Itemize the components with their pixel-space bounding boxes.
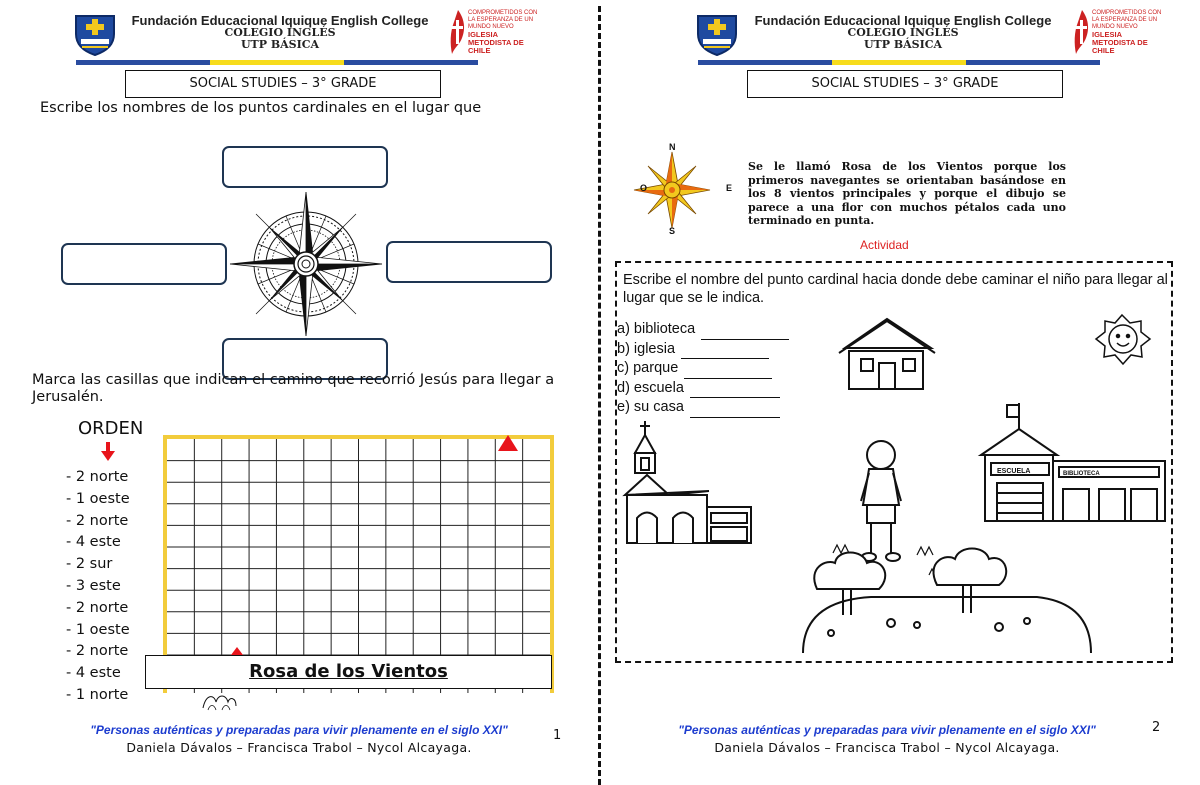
header-color-bar bbox=[76, 60, 478, 65]
page-number: 1 bbox=[553, 728, 562, 743]
orden-steps-list bbox=[66, 467, 130, 707]
compass-label-north: N bbox=[669, 142, 676, 152]
school-shield-logo bbox=[694, 12, 740, 56]
church-tagline: COMPROMETIDOS CON LA ESPERANZA DE UN MUNDO NUEVO bbox=[1092, 10, 1162, 30]
page-divider bbox=[598, 6, 601, 785]
church-logo bbox=[448, 8, 538, 58]
orden-step: - 1 norte bbox=[66, 686, 129, 703]
subject-title-box: SOCIAL STUDIES – 3° GRADE bbox=[125, 70, 441, 98]
orden-title: ORDEN bbox=[78, 418, 144, 439]
activity-instruction: Escribe el nombre del punto cardinal hacia donde debe caminar el niño para llegar al lugar que se le indica. bbox=[623, 272, 1168, 306]
answer-box-west[interactable] bbox=[61, 243, 227, 285]
header-color-bar bbox=[698, 60, 1100, 65]
house-drawing bbox=[839, 319, 935, 389]
boy-drawing bbox=[861, 441, 901, 561]
rosa-de-los-vientos-label: Rosa de los Vientos bbox=[145, 655, 552, 689]
page-number: 2 bbox=[1152, 720, 1161, 735]
compass-label-east: E bbox=[726, 183, 733, 193]
compass-label-south: S bbox=[669, 226, 676, 236]
activity-item-label: e) su casa bbox=[617, 399, 684, 415]
footer-quote: "Personas auténticas y preparadas para vivir plenamente en el siglo XXI" bbox=[678, 723, 1096, 737]
school-drawing bbox=[981, 403, 1165, 521]
school-name-block bbox=[125, 14, 435, 51]
sun-drawing bbox=[1096, 315, 1150, 364]
orden-step: - 2 norte bbox=[66, 469, 129, 485]
worksheet-page-2 bbox=[602, 0, 1200, 785]
church-tagline: COMPROMETIDOS CON LA ESPERANZA DE UN MUNDO NUEVO bbox=[468, 10, 538, 30]
church-name: IGLESIA METODISTA DE CHILE bbox=[468, 30, 524, 55]
activity-item-label: b) iglesia bbox=[617, 340, 676, 357]
actividad-title: Actividad bbox=[860, 238, 909, 252]
doodle-icon bbox=[200, 690, 240, 712]
activity-box bbox=[615, 261, 1173, 663]
church-logo bbox=[1072, 8, 1162, 58]
church-text bbox=[468, 10, 538, 55]
church-drawing bbox=[625, 421, 751, 543]
orden-step: - 4 este bbox=[66, 665, 121, 682]
footer-quote: "Personas auténticas y preparadas para vivir plenamente en el siglo XXI" bbox=[90, 723, 508, 737]
school-name-line3: UTP BÁSICA bbox=[240, 38, 320, 51]
footer-authors: Daniela Dávalos – Francisca Trabol – Nycol Alcayaga. bbox=[714, 740, 1060, 755]
sign-biblioteca: BIBLIOTECA bbox=[1063, 471, 1100, 477]
school-name-line1: Fundación Educacional Iquique English College bbox=[131, 13, 429, 28]
instruction-cardinal-points: Escribe los nombres de los puntos cardinales en el lugar que bbox=[40, 100, 482, 116]
activity-item-label: d) escuela bbox=[617, 379, 684, 396]
orden-step: - 2 norte bbox=[66, 512, 129, 529]
footer-authors: Daniela Dávalos – Francisca Trabol – Nycol Alcayaga. bbox=[126, 740, 472, 755]
flame-cross-icon bbox=[1072, 8, 1092, 56]
rosa-description: Se le llamó Rosa de los Vientos porque los primeros navegantes se orientaban basándose en los 8 vientos principales y porque el dibujo se parece a una flor con muchos pétalos cada uno terminado en punta. bbox=[748, 160, 1066, 227]
orden-step: - 2 norte bbox=[66, 643, 129, 660]
church-text bbox=[1092, 10, 1162, 55]
church-name: IGLESIA METODISTA DE CHILE bbox=[1092, 30, 1148, 55]
mini-compass-rose bbox=[610, 140, 736, 236]
instruction-path: Marca las casillas que indican el camino que recorrió Jesús para llegar a Jerusalén. bbox=[32, 372, 555, 405]
orden-step: - 1 oeste bbox=[66, 621, 130, 638]
compass-rose-icon bbox=[228, 190, 384, 338]
flame-cross-icon bbox=[448, 8, 468, 56]
arrow-down-icon bbox=[100, 442, 116, 462]
school-name-block bbox=[748, 14, 1058, 51]
school-name-line3: UTP BÁSICA bbox=[863, 38, 943, 51]
subject-title-box: SOCIAL STUDIES – 3° GRADE bbox=[747, 70, 1063, 98]
activity-item-label: c) parque bbox=[617, 360, 679, 376]
answer-box-east[interactable] bbox=[386, 241, 552, 283]
school-name-line2: COLEGIO INGLÉS bbox=[224, 26, 336, 39]
orden-step: - 2 norte bbox=[66, 599, 129, 616]
answer-box-north[interactable] bbox=[222, 146, 388, 188]
activity-item-label: a) biblioteca bbox=[617, 321, 696, 337]
activity-scene bbox=[617, 263, 1171, 661]
jerusalem-marker-icon bbox=[497, 434, 519, 452]
worksheet-page-1 bbox=[0, 0, 598, 785]
sign-escuela: ESCUELA bbox=[997, 468, 1031, 475]
orden-step: - 4 este bbox=[66, 534, 121, 551]
school-shield-logo bbox=[72, 12, 118, 56]
orden-step: - 1 oeste bbox=[66, 490, 130, 507]
school-name-line1: Fundación Educacional Iquique English College bbox=[754, 13, 1052, 28]
compass-label-west: O bbox=[640, 183, 648, 193]
school-name-line2: COLEGIO INGLÉS bbox=[847, 26, 959, 39]
orden-step: - 2 sur bbox=[66, 556, 113, 573]
park-drawing bbox=[803, 549, 1091, 654]
orden-step: - 3 este bbox=[66, 577, 121, 594]
